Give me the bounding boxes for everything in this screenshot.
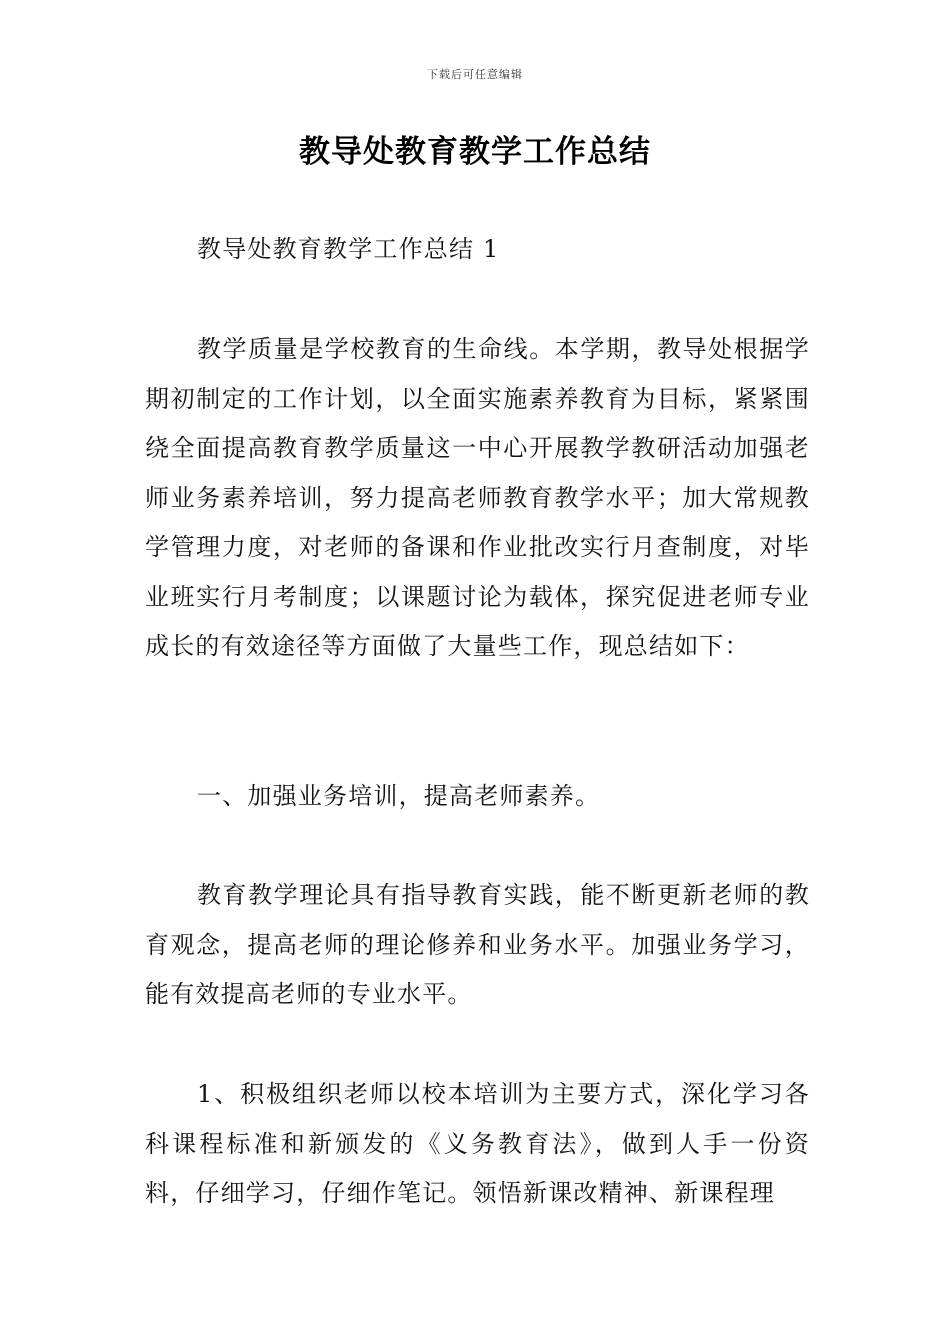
paragraph-intro: 教学质量是学校教育的生命线。本学期，教导处根据学期初制定的工作计划，以全面实施素养教育为目标，紧紧围绕全面提高教育教学质量这一中心开展教学教研活动加强老师业务素养培训，努力提高老师教育教学水平；加大常规教学管理力度，对老师的备课和作业批改实行月查制度，对毕业班实行月考制度；以课题讨论为载体，探究促进老师专业成长的有效途径等方面做了大量些工作，现总结如下： — [145, 335, 810, 660]
paragraph-item-1: 1、积极组织老师以校本培训为主要方式，深化学习各科课程标准和新颁发的《义务教育法》，做到人手一份资料，仔细学习，仔细作笔记。领悟新课改精神、新课程理 — [145, 1080, 810, 1207]
paragraph-theory: 教育教学理论具有指导教育实践，能不断更新老师的教育观念，提高老师的理论修养和业务水平。加强业务学习，能有效提高老师的专业水平。 — [145, 881, 810, 1008]
header-note: 下载后可任意编辑 — [427, 68, 523, 81]
section-subtitle: 教导处教育教学工作总结 1 — [197, 235, 500, 263]
section-heading-1: 一、加强业务培训，提高老师素养。 — [197, 782, 601, 810]
document-title: 教导处教育教学工作总结 — [299, 134, 651, 170]
